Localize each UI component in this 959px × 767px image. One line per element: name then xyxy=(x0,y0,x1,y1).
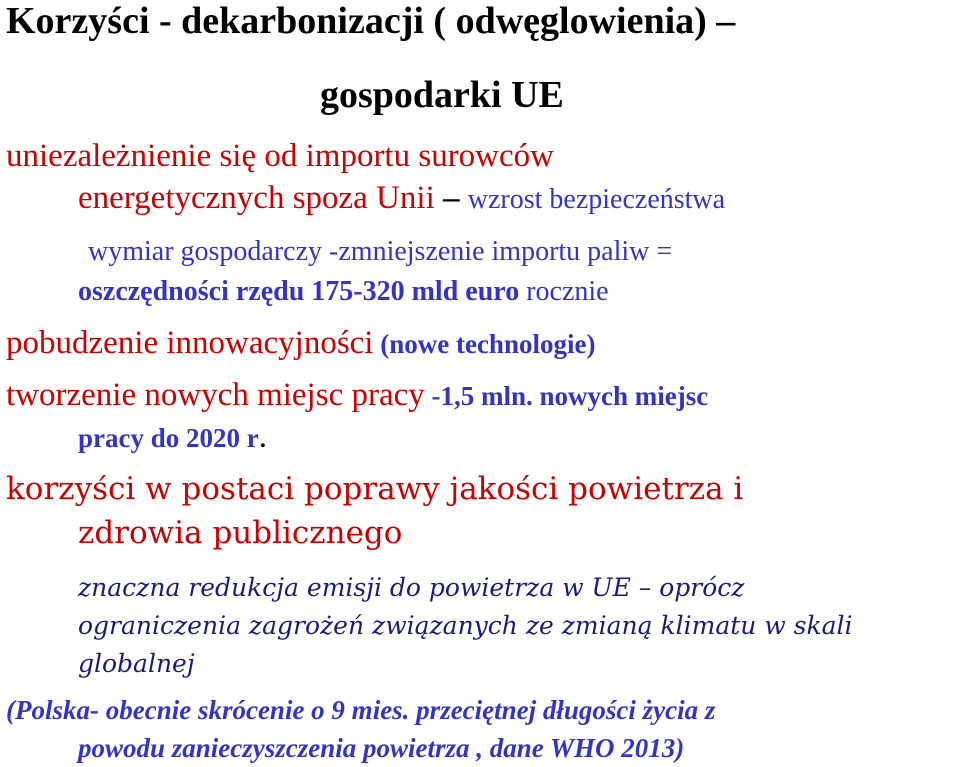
point-jobs-tail: -1,5 mln. nowych miejsc xyxy=(424,381,709,411)
point-independence-line-2 xyxy=(78,182,725,215)
title-line-1: Korzyści - dekarbonizacji ( odwęglowienia) – xyxy=(6,0,736,42)
point-independence-main: energetycznych spoza Unii xyxy=(78,180,435,216)
savings-amount: oszczędności rzędu 175-320 mld euro xyxy=(78,276,520,307)
point-jobs-year: pracy do 2020 r xyxy=(78,423,259,453)
point-air-quality-line-1: korzyści w postaci poprawy jakości powietrza i xyxy=(6,471,744,507)
emission-reduction-line-3: globalnej xyxy=(78,649,195,678)
point-jobs-line-2 xyxy=(78,421,267,454)
point-independence-line-1: uniezależnienie się od importu surowców xyxy=(6,138,554,174)
point-jobs-period: . xyxy=(258,419,267,455)
note-line-2: powodu zanieczyszczenia powietrza , dane WHO 2013) xyxy=(78,733,685,763)
point-innovation-tail: (nowe technologie) xyxy=(373,329,596,359)
economic-dimension-line-1: wymiar gospodarczy -zmniejszenie importu paliw = xyxy=(88,236,673,267)
savings-period: rocznie xyxy=(519,276,609,307)
economic-dimension-line-2 xyxy=(78,278,609,306)
point-jobs-main: tworzenie nowych miejsc pracy xyxy=(6,377,425,413)
point-innovation-main: pobudzenie innowacyjności xyxy=(6,325,374,361)
point-independence-dash: – xyxy=(443,180,460,216)
emission-reduction-line-2: ograniczenia zagrożeń związanych ze zmianą klimatu w skali xyxy=(78,611,853,640)
point-innovation xyxy=(6,327,595,360)
point-jobs-line-1 xyxy=(6,379,708,412)
emission-reduction-line-1: znaczna redukcja emisji do powietrza w UE – oprócz xyxy=(78,573,745,602)
point-independence-security: wzrost bezpieczeństwa xyxy=(467,184,726,215)
note-line-1: (Polska- obecnie skrócenie o 9 mies. przeciętnej długości życia z xyxy=(6,695,716,725)
title-line-2: gospodarki UE xyxy=(320,74,564,116)
point-air-quality-line-2: zdrowia publicznego xyxy=(78,515,403,551)
